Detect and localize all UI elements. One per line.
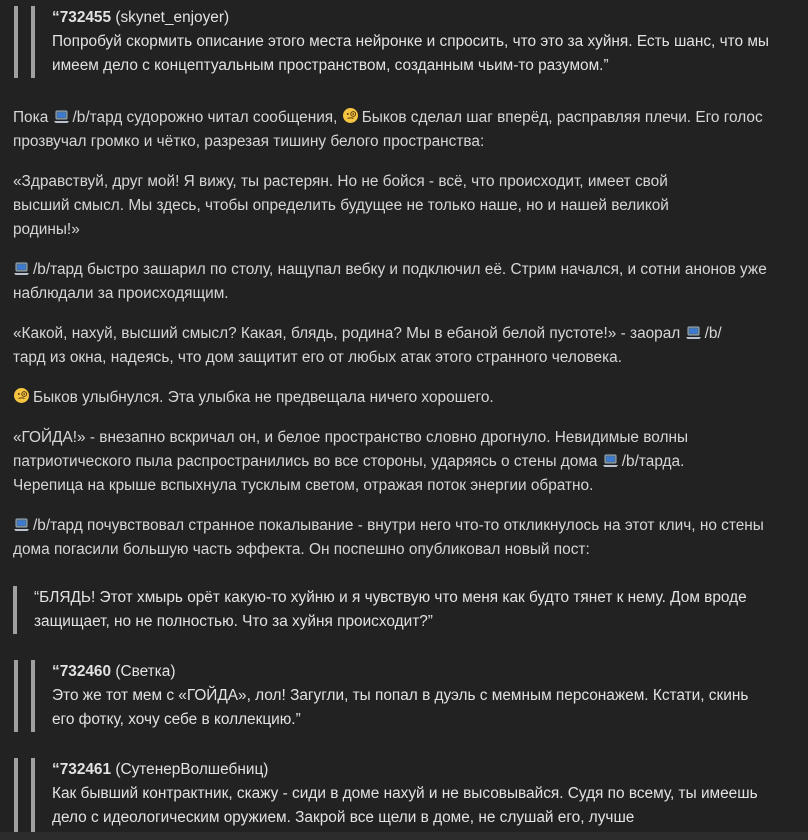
- quote-header: [52, 758, 771, 782]
- paragraph-1: Пока /b/тард судорожно читал сообщения, Быков сделал шаг вперёд, расправляя плечи. Его голос прозвучал громко и чётко, разрезая тишину белого пространства:: [13, 109, 763, 150]
- paragraph-4: «Какой, нахуй, высший смысл? Какая, блядь, родина? Мы в ебаной белой пустоте!» - заорал /b/тард из окна, надеясь, что дом защитит его от любых атак этого странного человека.: [13, 325, 722, 366]
- quote-text: Как бывший контрактник, скажу - сиди в доме нахуй и не высовывайся. Судя по всему, ты имеешь дело с идеологическим оружием. Закрой все щели в доме, не слушай его, лучше: [52, 785, 758, 826]
- quote-text: Попробуй скормить описание этого места нейронке и спросить, что это за хуйня. Есть шанс, что мы имеем дело с концептуальным пространством, созданным чьим-то разумом.”: [52, 33, 769, 74]
- laptop-icon: [685, 324, 702, 339]
- paragraph-6: «ГОЙДА!» - внезапно вскричал он, и белое пространство словно дрогнуло. Невидимые волны патриотического пыла распространились во все стороны, ударяясь о стены дома /b/тарда. Черепица на крыше вспыхнула тусклым светом, отражая поток энергии обратно.: [13, 429, 689, 494]
- quote-header: [52, 660, 771, 684]
- name-btarda: /b/тарда: [621, 453, 681, 470]
- name-btard: /b/тард: [13, 325, 722, 366]
- monocle-face-icon: [342, 107, 359, 122]
- bottom-scroll-edge: [0, 832, 808, 840]
- paragraph-3: /b/тард быстро зашарил по столу, нащупал вебку и подключил её. Стрим начался, и сотни анонов уже наблюдали за происходящим.: [13, 261, 767, 302]
- quote-post-732461: [31, 758, 771, 840]
- quote-post-732460: [31, 660, 771, 732]
- paragraph-5: Быков улыбнулся. Эта улыбка не предвещала ничего хорошего.: [13, 386, 793, 410]
- name-btard: /b/тард: [72, 109, 123, 126]
- post-number[interactable]: “732461: [52, 761, 112, 778]
- monocle-face-icon: [13, 387, 30, 402]
- quote-post-new: [13, 586, 753, 634]
- quote-header: [52, 6, 771, 30]
- name-btard: /b/тард: [33, 517, 83, 534]
- quote-text: Это же тот мем с «ГОЙДА», лол! Загугли, ты попал в дуэль с мемным персонажем. Кстати, скинь его фотку, хочу себе в коллекцию.”: [52, 687, 749, 728]
- name-bykov: Быков: [361, 109, 407, 126]
- post-number[interactable]: “732460: [52, 663, 112, 680]
- laptop-icon: [13, 260, 30, 275]
- paragraph-7: /b/тард почувствовал странное покалывание - внутри него что-то откликнулось на этот клич, но стены дома погасили большую часть эффекта. Он поспешно опубликовал новый пост:: [13, 517, 764, 558]
- poster-nick: (СутенерВолшебниц): [115, 761, 269, 778]
- laptop-icon: [53, 108, 70, 123]
- paragraph-2: «Здравствуй, друг мой! Я вижу, ты растерян. Но не бойся - всё, что происходит, имеет свой высший смысл. Мы здесь, чтобы определить будущее не только наше, но и нашей великой родины!»: [13, 173, 669, 238]
- quote-text: “БЛЯДЬ! Этот хмырь орёт какую-то хуйню и я чувствую что меня как будто тянет к нему. Дом вроде защищает, но не полностью. Что за хуйня происходит?”: [34, 589, 747, 630]
- laptop-icon: [602, 452, 619, 467]
- name-btard: /b/тард: [33, 261, 83, 278]
- poster-nick: (skynet_enjoyer): [115, 9, 230, 26]
- quote-post-732455: [31, 6, 771, 78]
- laptop-icon: [13, 516, 30, 531]
- poster-nick: (Светка): [115, 663, 176, 680]
- post-number[interactable]: “732455: [52, 9, 112, 26]
- name-bykov: Быков: [33, 389, 78, 406]
